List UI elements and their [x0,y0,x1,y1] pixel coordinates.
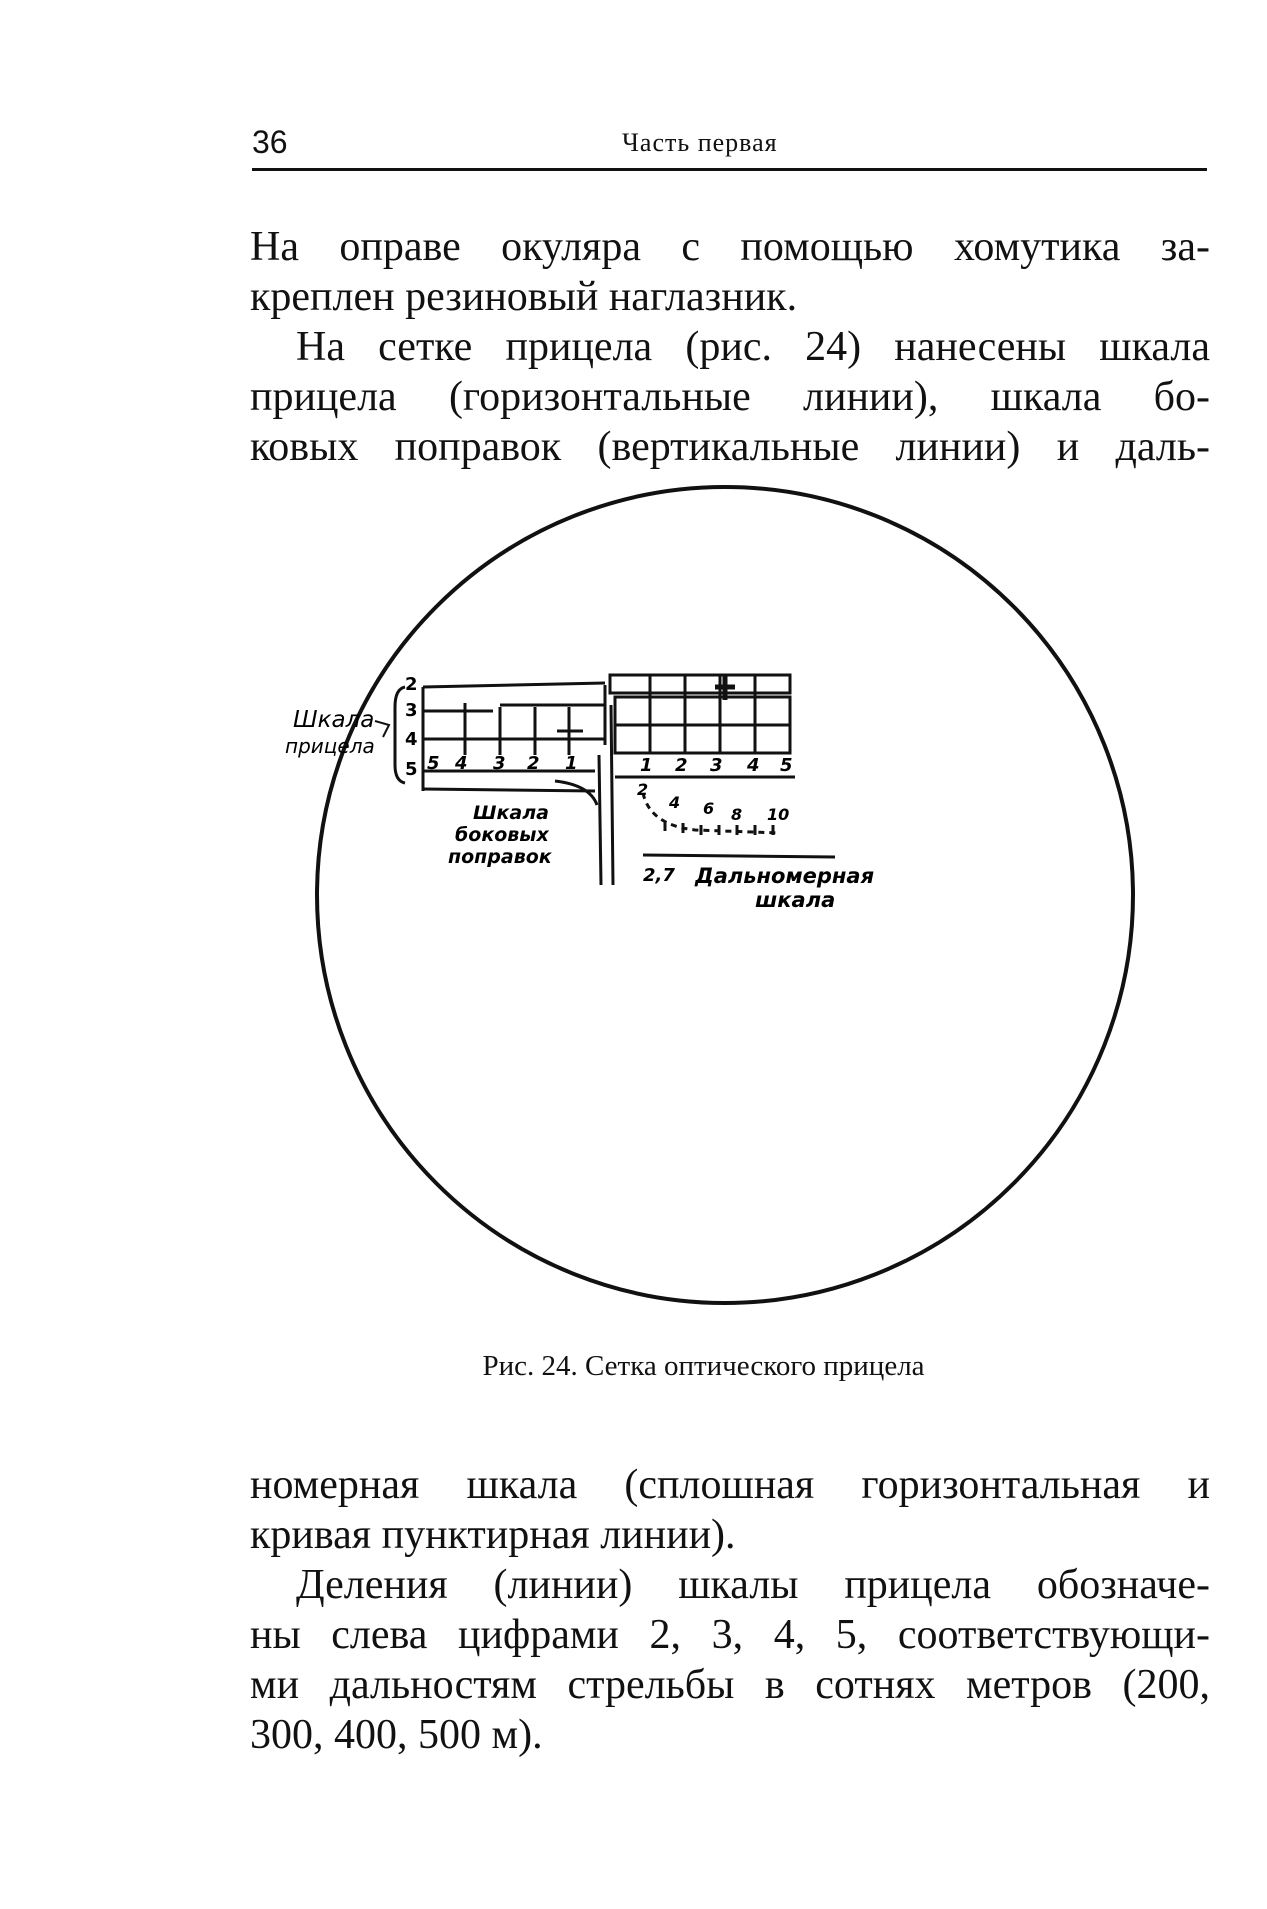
reticle-figure [285,475,1145,1315]
text-line: номерная шкала (сплошная горизонтальная и [250,1462,1210,1508]
range-label-2: шкала [755,888,836,912]
lateral-number: 3 [493,753,506,774]
running-title: Часть первая [622,128,778,157]
page-number: 36 [252,124,288,160]
lateral-grid [610,675,795,777]
text-line: ми дальностям стрельбы в сотнях метров (200, [250,1662,1210,1708]
lateral-number: 4 [747,755,760,776]
text-line: прицела (горизонтальные линии), шкала бо- [250,374,1210,420]
scale-number: 2 [405,674,418,695]
lateral-number: 2 [675,755,688,776]
lateral-number: 2 [527,753,540,774]
center-vertical-lines [555,685,613,885]
lateral-number: 1 [565,753,578,774]
sight-scale-lines [423,683,605,791]
paragraph-2 [250,1460,1210,1760]
range-label-1: Дальномерная [695,864,875,888]
paragraph-1 [250,222,1210,472]
text-line: креплен резиновый наглазник. [250,274,798,320]
lateral-number: 5 [780,755,793,776]
text-line: ны слева цифрами 2, 3, 4, 5, соответствующи- [250,1612,1210,1658]
lateral-label-2: боковых [455,824,549,846]
scale-number: 5 [405,759,418,780]
lateral-number: 5 [427,753,440,774]
sight-scale-label-2: прицела [285,734,375,758]
lateral-label-3: поправок [448,846,552,868]
lateral-number: 4 [455,753,468,774]
text-line: ковых поправок (вертикальные линии) и даль- [250,424,1210,470]
text-line: Деления (линии) шкалы прицела обозначе- [296,1562,1210,1608]
text-line: 300, 400, 500 м). [250,1712,543,1758]
range-number: 4 [669,793,681,812]
lateral-number: 3 [710,755,723,776]
page-header [252,122,1207,171]
text-line: На сетке прицела (рис. 24) нанесены шкала [296,324,1210,370]
range-number: 8 [731,805,743,824]
reticle-diagram [285,475,1145,1315]
range-start-label: 2,7 [643,865,675,886]
scale-number: 3 [405,700,418,721]
range-number: 2 [637,780,649,799]
range-number: 6 [703,799,715,818]
range-number: 10 [767,805,790,824]
text-line: кривая пунктирная линии). [250,1512,736,1558]
scale-number: 4 [405,729,418,750]
sight-scale-bracket [395,687,405,783]
sight-scale-label-1: Шкала [293,707,375,733]
text-line: На оправе окуляра с помощью хомутика за- [250,224,1210,270]
reticle-circle [317,487,1133,1303]
figure-caption: Рис. 24. Сетка оптического прицела [482,1350,925,1382]
sight-scale-arrow [375,721,389,737]
lateral-number: 1 [640,755,653,776]
lateral-label-1: Шкала [473,802,549,824]
